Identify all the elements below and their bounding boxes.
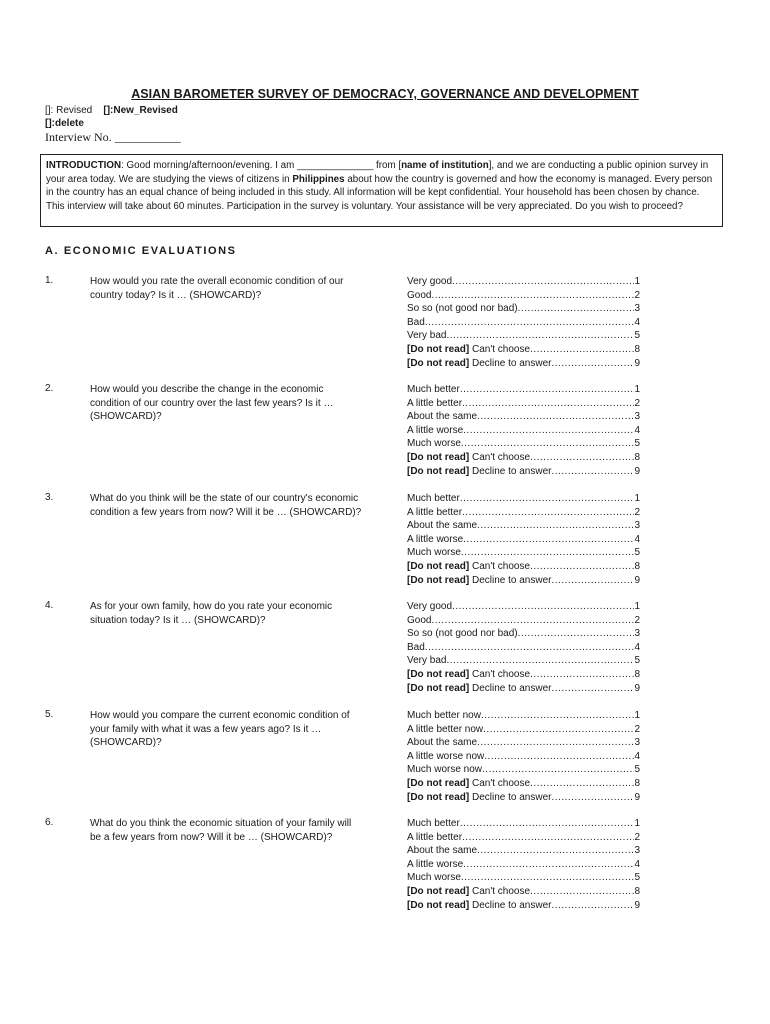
option-label [407, 316, 425, 330]
option-label [407, 871, 461, 885]
answer-option [407, 736, 640, 750]
option-label [407, 763, 482, 777]
option-label [407, 451, 530, 465]
option-text: A little better [407, 506, 463, 518]
option-text: Bad [407, 641, 425, 653]
leader-dots [452, 600, 634, 614]
option-label [407, 519, 477, 533]
answer-option [407, 275, 640, 289]
leader-dots [551, 682, 634, 696]
option-label [407, 357, 551, 371]
leader-dots [477, 844, 634, 858]
option-code: 1 [634, 493, 640, 504]
option-text: Can't choose [469, 885, 531, 897]
answer-option [407, 383, 640, 397]
option-label [407, 506, 462, 520]
option-text: Decline to answer [469, 791, 552, 803]
do-not-read-tag: [Do not read] [407, 791, 470, 803]
option-code: 4 [634, 858, 640, 870]
option-code: 5 [634, 764, 640, 776]
option-label [407, 627, 518, 641]
leader-dots [551, 465, 634, 479]
option-label [407, 437, 461, 451]
option-label [407, 668, 530, 682]
option-text: Much worse [407, 438, 461, 450]
do-not-read-tag: [Do not read] [407, 343, 470, 355]
leader-dots [530, 668, 634, 682]
leader-dots [477, 736, 634, 750]
option-code: 9 [634, 791, 640, 803]
leader-dots [530, 777, 634, 791]
option-code: 1 [634, 384, 640, 395]
option-code: 9 [634, 465, 640, 477]
intro-text-3: ], and we are conducting a public opinion survey in your area today. We are studying the views of citizens in [46, 160, 709, 185]
leader-dots [462, 506, 634, 520]
option-text: A little worse [407, 858, 464, 870]
leader-dots [481, 709, 635, 723]
option-label [407, 302, 518, 316]
option-text: Good [407, 289, 432, 301]
answer-option [407, 533, 640, 547]
leader-dots [463, 858, 634, 872]
answer-option [407, 289, 640, 303]
leader-dots [530, 451, 634, 465]
option-label [407, 533, 463, 547]
option-text: Much better [407, 818, 460, 829]
option-text: A little worse [407, 533, 464, 545]
option-label [407, 574, 551, 588]
answer-option [407, 817, 640, 831]
option-code: 2 [634, 831, 640, 843]
option-code: 8 [634, 668, 640, 680]
answer-option [407, 668, 640, 682]
leader-dots [551, 899, 634, 913]
do-not-read-tag: [Do not read] [407, 451, 470, 463]
question-number: 5. [45, 709, 54, 720]
leader-dots [461, 437, 635, 451]
option-text: Can't choose [469, 343, 531, 355]
answer-option [407, 316, 640, 330]
leader-dots [446, 329, 634, 343]
option-label [407, 600, 452, 614]
do-not-read-tag: [Do not read] [407, 357, 470, 369]
leader-dots [425, 316, 635, 330]
option-text: Much worse now [407, 764, 483, 776]
option-label [407, 275, 452, 289]
answer-option [407, 519, 640, 533]
do-not-read-tag: [Do not read] [407, 560, 470, 572]
option-text: Good [407, 614, 432, 626]
option-text: Can't choose [469, 668, 531, 680]
option-code: 1 [634, 710, 640, 721]
leader-dots [425, 641, 635, 655]
do-not-read-tag: [Do not read] [407, 899, 470, 911]
option-label [407, 329, 446, 343]
option-text: About the same [407, 845, 478, 857]
option-code: 3 [634, 520, 640, 532]
option-label [407, 641, 425, 655]
option-code: 8 [634, 885, 640, 897]
option-label [407, 777, 530, 791]
option-label [407, 750, 484, 764]
option-text: Much better [407, 384, 460, 395]
leader-dots [462, 397, 634, 411]
option-code: 8 [634, 777, 640, 789]
question-text: How would you describe the change in the economic condition of our country over the last few years? Is it … (SHOWCARD)? [90, 384, 334, 423]
question-number: 1. [45, 275, 54, 286]
answer-options [407, 600, 640, 695]
answer-option [407, 654, 640, 668]
option-code: 4 [634, 750, 640, 762]
new-revised-mark: []:New_Revised [103, 105, 178, 116]
leader-dots [477, 410, 634, 424]
answer-option [407, 791, 640, 805]
answer-option [407, 437, 640, 451]
option-code: 3 [634, 303, 640, 315]
option-text: Very bad [407, 655, 447, 667]
option-code: 8 [634, 451, 640, 463]
interview-number: Interview No. ___________ [45, 130, 181, 144]
option-label [407, 654, 446, 668]
answer-option [407, 451, 640, 465]
leader-dots [446, 654, 634, 668]
leader-dots [452, 275, 634, 289]
option-label [407, 546, 461, 560]
introduction-box [40, 154, 723, 227]
option-label [407, 817, 460, 831]
option-label [407, 682, 551, 696]
do-not-read-tag: [Do not read] [407, 682, 470, 694]
option-label [407, 289, 431, 303]
answer-option [407, 600, 640, 614]
option-label [407, 858, 463, 872]
answer-option [407, 641, 640, 655]
option-code: 5 [634, 547, 640, 559]
option-text: About the same [407, 520, 478, 532]
answer-option [407, 763, 640, 777]
option-text: About the same [407, 737, 478, 749]
leader-dots [551, 791, 634, 805]
answer-option [407, 614, 640, 628]
option-code: 1 [634, 601, 640, 612]
answer-options [407, 275, 640, 370]
option-text: Much worse [407, 547, 461, 559]
answer-option [407, 465, 640, 479]
leader-dots [460, 817, 635, 831]
revision-line [45, 104, 178, 117]
answer-option [407, 343, 640, 357]
answer-option [407, 723, 640, 737]
answer-option [407, 899, 640, 913]
answer-option [407, 506, 640, 520]
question-text: What do you think will be the state of our country's economic condition a few years from now? Will it be … (SHOWCARD)? [90, 493, 362, 518]
do-not-read-tag: [Do not read] [407, 885, 470, 897]
option-text: About the same [407, 411, 478, 423]
leader-dots [463, 424, 634, 438]
option-code: 1 [634, 276, 640, 287]
option-code: 2 [634, 506, 640, 518]
option-code: 2 [634, 723, 640, 735]
answer-option [407, 574, 640, 588]
option-label [407, 465, 551, 479]
do-not-read-tag: [Do not read] [407, 574, 470, 586]
option-code: 3 [634, 845, 640, 857]
question-number: 4. [45, 600, 54, 611]
answer-option [407, 302, 640, 316]
option-text: Decline to answer [469, 574, 552, 586]
option-text: So so (not good nor bad) [407, 303, 518, 315]
answer-option [407, 627, 640, 641]
leader-dots [431, 614, 634, 628]
leader-dots [462, 831, 634, 845]
option-code: 9 [634, 899, 640, 911]
answer-option [407, 329, 640, 343]
option-code: 4 [634, 316, 640, 328]
option-code: 3 [634, 737, 640, 749]
answer-option [407, 424, 640, 438]
option-text: A little worse now [407, 750, 485, 762]
option-label [407, 424, 463, 438]
answer-options [407, 709, 640, 804]
option-code: 5 [634, 330, 640, 342]
answer-option [407, 831, 640, 845]
option-label [407, 899, 551, 913]
answer-options [407, 817, 640, 912]
option-text: Decline to answer [469, 357, 552, 369]
intro-country: Philippines [292, 173, 345, 185]
option-text: Decline to answer [469, 465, 552, 477]
answer-option [407, 397, 640, 411]
do-not-read-tag: [Do not read] [407, 465, 470, 477]
option-code: 8 [634, 343, 640, 355]
question-number: 3. [45, 492, 54, 503]
option-code: 4 [634, 424, 640, 436]
option-code: 5 [634, 655, 640, 667]
option-code: 2 [634, 614, 640, 626]
option-text: Decline to answer [469, 682, 552, 694]
option-code: 3 [634, 628, 640, 640]
question-text: What do you think the economic situation of your family will be a few years from now? Will it be … (SHOWCARD)? [90, 818, 352, 843]
leader-dots [551, 357, 634, 371]
leader-dots [484, 750, 634, 764]
option-text: A little better [407, 397, 463, 409]
intro-text-1: : Good morning/afternoon/evening. I am ______________ from [ [121, 160, 402, 171]
option-label [407, 410, 477, 424]
leader-dots [530, 343, 634, 357]
leader-dots [461, 871, 635, 885]
option-label [407, 560, 530, 574]
option-text: Much better [407, 493, 460, 504]
delete-line [45, 117, 84, 130]
option-label [407, 885, 530, 899]
leader-dots [530, 560, 634, 574]
question-text: How would you rate the overall economic condition of our country today? Is it … (SHOWCARD)? [90, 276, 344, 301]
option-text: Very good [407, 601, 453, 612]
delete-mark: []:delete [45, 118, 84, 129]
option-code: 4 [634, 641, 640, 653]
answer-option [407, 858, 640, 872]
section-heading: A. ECONOMIC EVALUATIONS [45, 245, 237, 257]
leader-dots [483, 723, 634, 737]
answer-option [407, 844, 640, 858]
answer-option [407, 492, 640, 506]
answer-option [407, 777, 640, 791]
option-code: 9 [634, 682, 640, 694]
option-code: 8 [634, 560, 640, 572]
option-code: 9 [634, 574, 640, 586]
question-number: 2. [45, 383, 54, 394]
leader-dots [477, 519, 634, 533]
option-code: 5 [634, 438, 640, 450]
option-label [407, 844, 477, 858]
option-code: 9 [634, 357, 640, 369]
question-text: As for your own family, how do you rate your economic situation today? Is it … (SHOWCARD)? [90, 601, 333, 626]
option-label [407, 614, 431, 628]
option-text: A little better now [407, 723, 484, 735]
document-title: ASIAN BAROMETER SURVEY OF DEMOCRACY, GOVERNANCE AND DEVELOPMENT [131, 87, 639, 101]
option-label [407, 831, 462, 845]
answer-option [407, 709, 640, 723]
option-label [407, 383, 460, 397]
option-text: Much better now [407, 710, 481, 721]
leader-dots [530, 885, 634, 899]
option-label [407, 492, 460, 506]
leader-dots [461, 546, 635, 560]
answer-option [407, 750, 640, 764]
option-label [407, 736, 477, 750]
option-text: Much worse [407, 872, 461, 884]
question-number: 6. [45, 817, 54, 828]
option-code: 5 [634, 872, 640, 884]
option-code: 4 [634, 533, 640, 545]
intro-label: INTRODUCTION [46, 160, 122, 171]
option-text: Bad [407, 316, 425, 328]
revised-mark: []: Revised [45, 105, 93, 116]
answer-options [407, 383, 640, 478]
answer-options [407, 492, 640, 587]
answer-option [407, 871, 640, 885]
question-text: How would you compare the current economic condition of your family with what it was a few years ago? Is it … (SHOWCARD)? [90, 710, 350, 749]
option-text: Can't choose [469, 560, 531, 572]
option-label [407, 791, 551, 805]
option-code: 2 [634, 397, 640, 409]
leader-dots [518, 302, 635, 316]
answer-option [407, 560, 640, 574]
option-text: Very bad [407, 330, 447, 342]
option-text: So so (not good nor bad) [407, 628, 518, 640]
option-text: Decline to answer [469, 899, 552, 911]
leader-dots [460, 383, 635, 397]
option-text: Can't choose [469, 451, 531, 463]
option-code: 3 [634, 411, 640, 423]
answer-option [407, 885, 640, 899]
do-not-read-tag: [Do not read] [407, 668, 470, 680]
leader-dots [518, 627, 635, 641]
intro-institution: name of institution [401, 160, 489, 171]
option-code: 2 [634, 289, 640, 301]
intro-text-4: about how the country is governed and how the economy is managed. Every person in the country has an equal chance of being included in this study. All information will be kept confidential. Your household has been chosen by chance. This interview will take about 60 minutes. Participation in the survey is voluntary. Your assistance will be very appreciated. Do you wish to proceed? [46, 173, 713, 212]
option-label [407, 709, 481, 723]
answer-option [407, 357, 640, 371]
leader-dots [463, 533, 634, 547]
leader-dots [431, 289, 634, 303]
do-not-read-tag: [Do not read] [407, 777, 470, 789]
option-label [407, 343, 530, 357]
option-text: A little better [407, 831, 463, 843]
option-label [407, 397, 462, 411]
option-text: A little worse [407, 424, 464, 436]
answer-option [407, 410, 640, 424]
answer-option [407, 682, 640, 696]
option-code: 1 [634, 818, 640, 829]
option-label [407, 723, 483, 737]
option-text: Very good [407, 276, 453, 287]
answer-option [407, 546, 640, 560]
option-text: Can't choose [469, 777, 531, 789]
leader-dots [551, 574, 634, 588]
leader-dots [460, 492, 635, 506]
leader-dots [482, 763, 634, 777]
